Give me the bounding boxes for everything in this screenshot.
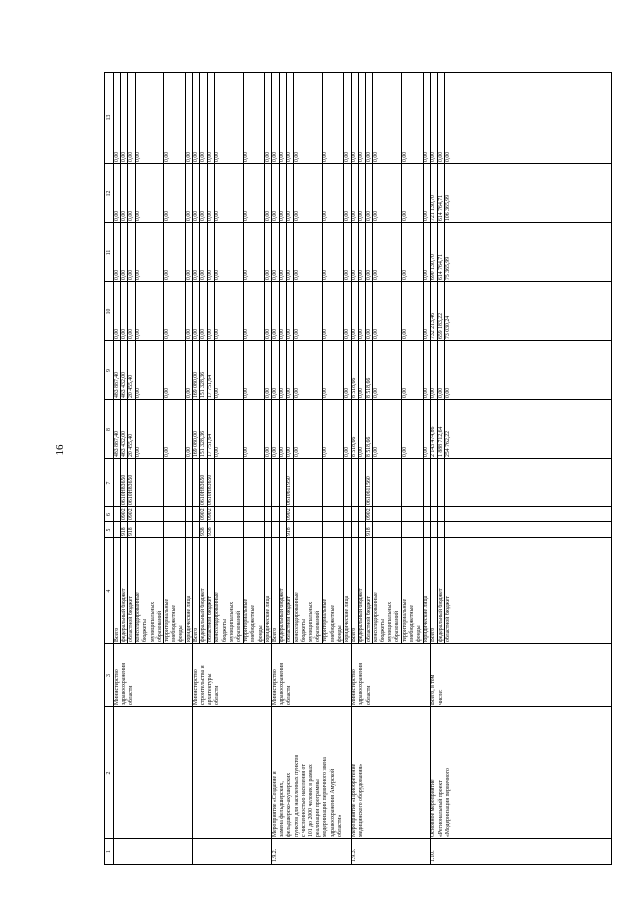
value-cell: 0,00 <box>358 387 365 398</box>
row-number-cell: 1.9.2. <box>271 848 278 862</box>
value-cell: 151 328,36 <box>199 371 206 398</box>
source-label-cell: юридические лица <box>343 595 350 642</box>
value-cell: 0,00 <box>192 328 199 339</box>
value-cell: 0,00 <box>286 269 293 280</box>
value-cell: 0,00 <box>365 269 372 280</box>
value-cell: 0,00 <box>271 151 278 162</box>
value-cell: 0,00 <box>243 328 250 339</box>
value-cell: 0902 <box>286 508 293 520</box>
header-cell: 9 <box>106 369 112 372</box>
value-cell: 0,00 <box>293 210 300 221</box>
value-cell: 0,00 <box>423 446 430 457</box>
value-cell: 17 751,64 <box>207 374 214 398</box>
value-cell: 659 183,22 <box>437 312 444 339</box>
value-cell: 0,00 <box>423 151 430 162</box>
value-cell: 0,00 <box>343 387 350 398</box>
header-cell: 2 <box>106 771 112 775</box>
header-cell: 12 <box>106 190 112 197</box>
value-cell: 0,00 <box>322 328 329 339</box>
value-cell: 0,00 <box>351 151 358 162</box>
value-cell: 483 887,40 <box>113 430 120 457</box>
value-cell: 106 365,99 <box>444 194 451 221</box>
header-cell: 10 <box>106 308 112 315</box>
value-cell: 0,00 <box>185 387 192 398</box>
value-cell: 8 518,66 <box>365 436 372 457</box>
header-cell: 4 <box>106 589 112 593</box>
value-cell: 0,00 <box>343 151 350 162</box>
source-label-cell: федеральный бюджет <box>279 588 286 642</box>
value-cell: 0,00 <box>264 269 271 280</box>
value-cell: 0,00 <box>120 328 127 339</box>
value-cell: 0,00 <box>120 210 127 221</box>
value-cell: 0,00 <box>264 151 271 162</box>
value-cell: 0,00 <box>358 446 365 457</box>
value-cell: 0,00 <box>372 328 379 339</box>
value-cell: 0,00 <box>343 446 350 457</box>
value-cell: 0,00 <box>286 151 293 162</box>
value-cell: 0,00 <box>358 210 365 221</box>
executor-cell: Министерство здравоохранения области <box>113 663 134 705</box>
value-cell: 0,00 <box>214 210 221 221</box>
source-label-cell: консолидированные бюджеты муниципальных образований <box>293 592 322 642</box>
value-cell: 0,00 <box>444 151 451 162</box>
value-cell: 0902 <box>120 508 127 520</box>
value-cell: 20 455,40 <box>127 433 134 457</box>
source-label-cell: областной бюджет <box>444 596 451 642</box>
value-cell: 0,00 <box>264 328 271 339</box>
value-cell: 0,00 <box>243 151 250 162</box>
value-cell: 0,00 <box>120 269 127 280</box>
value-cell: 938 <box>207 527 214 536</box>
header-cell: 1 <box>106 850 112 853</box>
value-cell: 0,00 <box>293 328 300 339</box>
value-cell: 0,00 <box>271 387 278 398</box>
value-cell: 918 <box>365 527 372 536</box>
header-cell: 11 <box>106 249 112 256</box>
value-cell: 0,00 <box>214 151 221 162</box>
value-cell: 1 888 712,64 <box>437 426 444 457</box>
source-label-cell: федеральный бюджет <box>120 588 127 642</box>
executor-cell: Министерство здравоохранения области <box>351 663 372 705</box>
value-cell: 732 213,46 <box>430 312 437 339</box>
activity-name-cell: Мероприятие «Приобретение медицинского оборудования» <box>351 763 365 837</box>
value-cell: 0,00 <box>279 328 286 339</box>
value-cell: 0,00 <box>127 328 134 339</box>
value-cell: 0,00 <box>423 269 430 280</box>
value-cell: 0,00 <box>351 210 358 221</box>
header-cell: 6 <box>106 513 112 516</box>
value-cell: 0,00 <box>264 387 271 398</box>
budget-table <box>104 72 612 865</box>
source-label-cell: территориальные внебюджетные фонды <box>322 598 343 642</box>
value-cell: 0,00 <box>293 446 300 457</box>
value-cell: 0610611560 <box>365 476 372 505</box>
value-cell: 0,00 <box>322 269 329 280</box>
value-cell: 0,00 <box>113 151 120 162</box>
value-cell: 690 130,70 <box>430 253 437 280</box>
value-cell: 0,00 <box>437 151 444 162</box>
value-cell: 0,00 <box>286 210 293 221</box>
row-number-cell: 1.9.3. <box>351 848 358 862</box>
value-cell: 8 518,66 <box>351 436 358 457</box>
value-cell: 0,00 <box>113 328 120 339</box>
source-label-cell: Всего <box>351 627 358 642</box>
source-label-cell: областной бюджет <box>286 596 293 642</box>
value-cell: 0,00 <box>358 151 365 162</box>
value-cell: 0,00 <box>401 446 408 457</box>
value-cell: 463 432,00 <box>120 430 127 457</box>
value-cell: 0,00 <box>135 269 142 280</box>
value-cell: 0,00 <box>279 151 286 162</box>
value-cell: 0,00 <box>163 387 170 398</box>
value-cell: 0,00 <box>207 210 214 221</box>
value-cell: 0,00 <box>113 269 120 280</box>
value-cell: 0,00 <box>372 387 379 398</box>
value-cell: 0,00 <box>365 151 372 162</box>
value-cell: 0,00 <box>135 151 142 162</box>
header-cell: 7 <box>106 481 112 485</box>
value-cell: 0,00 <box>127 269 134 280</box>
value-cell: 0,00 <box>401 328 408 339</box>
value-cell: 0,00 <box>264 446 271 457</box>
value-cell: 0,00 <box>243 210 250 221</box>
activity-name-cell: Основное мероприятие «Региональный проект «Модернизация первичного <box>430 768 451 837</box>
value-cell: 0,00 <box>135 387 142 398</box>
value-cell: 0610611950 <box>286 476 293 505</box>
value-cell: 0,00 <box>372 269 379 280</box>
value-cell: 0,00 <box>437 387 444 398</box>
value-cell: 0610Н83650 <box>207 474 214 505</box>
source-label-cell: консолидированные бюджеты муниципальных образований <box>372 592 401 642</box>
value-cell: 0,00 <box>358 269 365 280</box>
value-cell: 0,00 <box>214 387 221 398</box>
value-cell: 0,00 <box>322 446 329 457</box>
value-cell: 0,00 <box>207 269 214 280</box>
value-cell: 0,00 <box>214 328 221 339</box>
value-cell: 0,00 <box>351 269 358 280</box>
header-cell: 5 <box>106 528 112 532</box>
executor-cell: Всего, в том числе: <box>430 674 444 705</box>
value-cell: 0,00 <box>343 269 350 280</box>
value-cell: 0,00 <box>185 269 192 280</box>
source-label-cell: Всего <box>113 627 120 642</box>
value-cell: 169 080,00 <box>192 371 199 398</box>
value-cell: 0,00 <box>401 151 408 162</box>
value-cell: 0,00 <box>279 269 286 280</box>
source-label-cell: Всего <box>271 627 278 642</box>
source-label-cell: территориальные внебюджетные фонды <box>401 598 422 642</box>
value-cell: 0610Н83650 <box>120 474 127 505</box>
source-label-cell: областной бюджет <box>365 596 372 642</box>
value-cell: 483 887,40 <box>113 371 120 398</box>
value-cell: 0,00 <box>293 151 300 162</box>
value-cell: 0,00 <box>127 151 134 162</box>
source-label-cell: федеральный бюджет <box>437 588 444 642</box>
value-cell: 0902 <box>365 508 372 520</box>
value-cell: 2 143 474,86 <box>430 426 437 457</box>
value-cell: 20 455,40 <box>127 374 134 398</box>
value-cell: 0,00 <box>214 269 221 280</box>
value-cell: 0,00 <box>286 387 293 398</box>
source-label-cell: федеральный бюджет <box>199 588 206 642</box>
value-cell: 0,00 <box>243 446 250 457</box>
value-cell: 0,00 <box>322 151 329 162</box>
value-cell: 0,00 <box>163 328 170 339</box>
value-cell: 8 518,66 <box>365 377 372 398</box>
value-cell: 614 764,71 <box>437 194 444 221</box>
value-cell: 0,00 <box>430 151 437 162</box>
value-cell: 17 751,64 <box>207 433 214 457</box>
value-cell: 0,00 <box>322 210 329 221</box>
value-cell: 0,00 <box>293 269 300 280</box>
value-cell: 0,00 <box>271 210 278 221</box>
column-divider <box>105 838 611 839</box>
value-cell: 0,00 <box>372 446 379 457</box>
source-label-cell: юридические лица <box>185 595 192 642</box>
value-cell: 0,00 <box>163 269 170 280</box>
value-cell: 0,00 <box>185 446 192 457</box>
value-cell: 938 <box>199 527 206 536</box>
row-number-cell: 1.10. <box>430 850 437 862</box>
value-cell: 0,00 <box>343 210 350 221</box>
value-cell: 75 365,99 <box>444 256 451 280</box>
value-cell: 0,00 <box>199 151 206 162</box>
value-cell: 254 762,22 <box>444 430 451 457</box>
source-label-cell: областной бюджет <box>127 596 134 642</box>
value-cell: 0,00 <box>286 328 293 339</box>
value-cell: 0,00 <box>207 151 214 162</box>
value-cell: 0,00 <box>365 328 372 339</box>
value-cell: 918 <box>286 527 293 536</box>
header-cell: 13 <box>106 114 112 121</box>
value-cell: 0,00 <box>199 210 206 221</box>
value-cell: 721 130,70 <box>430 194 437 221</box>
value-cell: 0,00 <box>163 446 170 457</box>
page-rotated-container <box>104 72 612 865</box>
value-cell: 73 030,24 <box>444 315 451 339</box>
value-cell: 0,00 <box>423 387 430 398</box>
value-cell: 0,00 <box>192 151 199 162</box>
source-label-cell: территориальные внебюджетные фонды <box>243 598 264 642</box>
value-cell: 0,00 <box>401 210 408 221</box>
value-cell: 0,00 <box>423 210 430 221</box>
value-cell: 0,00 <box>279 446 286 457</box>
value-cell: 0,00 <box>271 269 278 280</box>
value-cell: 0,00 <box>401 269 408 280</box>
value-cell: 0,00 <box>286 446 293 457</box>
value-cell: 0,00 <box>214 446 221 457</box>
value-cell: 0,00 <box>372 210 379 221</box>
value-cell: 0,00 <box>192 269 199 280</box>
source-label-cell: областной бюджет <box>207 596 214 642</box>
value-cell: 0,00 <box>135 328 142 339</box>
source-label-cell: территориальные внебюджетные фонды <box>163 598 185 642</box>
source-label-cell: консолидированные бюджеты муниципальных образований <box>135 592 163 642</box>
value-cell: 0,00 <box>243 269 250 280</box>
value-cell: 0,00 <box>293 387 300 398</box>
value-cell: 0902 <box>207 508 214 520</box>
value-cell: 0,00 <box>135 210 142 221</box>
value-cell: 0,00 <box>207 328 214 339</box>
value-cell: 0,00 <box>135 446 142 457</box>
value-cell: 0,00 <box>120 151 127 162</box>
page-number: 16 <box>54 444 66 456</box>
value-cell: 0,00 <box>365 210 372 221</box>
value-cell: 0,00 <box>401 387 408 398</box>
header-cell: 8 <box>106 428 112 431</box>
source-label-cell: юридические лица <box>423 595 430 642</box>
value-cell: 0,00 <box>343 328 350 339</box>
value-cell: 151 328,36 <box>199 430 206 457</box>
source-label-cell: юридические лица <box>264 595 271 642</box>
value-cell: 0610Н83650 <box>127 474 134 505</box>
value-cell: 0,00 <box>192 210 199 221</box>
executor-cell: Министерство строительства и архитектуры области <box>192 665 221 705</box>
source-label-cell: федеральный бюджет <box>358 588 365 642</box>
header-cell: 3 <box>106 674 112 677</box>
value-cell: 0,00 <box>358 328 365 339</box>
value-cell: 0,00 <box>322 387 329 398</box>
value-cell: 0610Н83650 <box>199 474 206 505</box>
value-cell: 0,00 <box>163 151 170 162</box>
value-cell: 169 080,00 <box>192 430 199 457</box>
value-cell: 0902 <box>127 508 134 520</box>
value-cell: 463 432,00 <box>120 371 127 398</box>
value-cell: 0,00 <box>444 387 451 398</box>
value-cell: 614 764,71 <box>437 253 444 280</box>
column-divider <box>105 706 611 707</box>
value-cell: 0,00 <box>430 387 437 398</box>
value-cell: 8 518,66 <box>351 377 358 398</box>
value-cell: 918 <box>127 527 134 536</box>
value-cell: 0,00 <box>279 387 286 398</box>
value-cell: 0,00 <box>271 446 278 457</box>
value-cell: 0902 <box>199 508 206 520</box>
value-cell: 0,00 <box>271 328 278 339</box>
value-cell: 0,00 <box>199 328 206 339</box>
value-cell: 0,00 <box>243 387 250 398</box>
value-cell: 0,00 <box>279 210 286 221</box>
value-cell: 0,00 <box>185 328 192 339</box>
value-cell: 0,00 <box>423 328 430 339</box>
source-label-cell: Всего <box>430 627 437 642</box>
value-cell: 0,00 <box>351 328 358 339</box>
value-cell: 0,00 <box>372 151 379 162</box>
value-cell: 918 <box>120 527 127 536</box>
executor-cell: Министерство здравоохранения области <box>271 663 293 705</box>
source-label-cell: консолидированные бюджеты муниципальных образований <box>214 592 242 642</box>
value-cell: 0,00 <box>264 210 271 221</box>
value-cell: 0,00 <box>163 210 170 221</box>
activity-name-cell: Мероприятие «Создание и замена фельдшерских, фельдшерско-акушерских пунктов для населенных пунктов с численностью населения от 101 до 2000 человек в рамках реализации программы модернизации первичного звена здравоохранения Амурской области» <box>271 754 343 837</box>
value-cell: 0,00 <box>185 151 192 162</box>
value-cell: 0,00 <box>199 269 206 280</box>
value-cell: 0,00 <box>113 210 120 221</box>
value-cell: 0,00 <box>185 210 192 221</box>
source-label-cell: Всего <box>192 627 199 642</box>
value-cell: 0,00 <box>127 210 134 221</box>
